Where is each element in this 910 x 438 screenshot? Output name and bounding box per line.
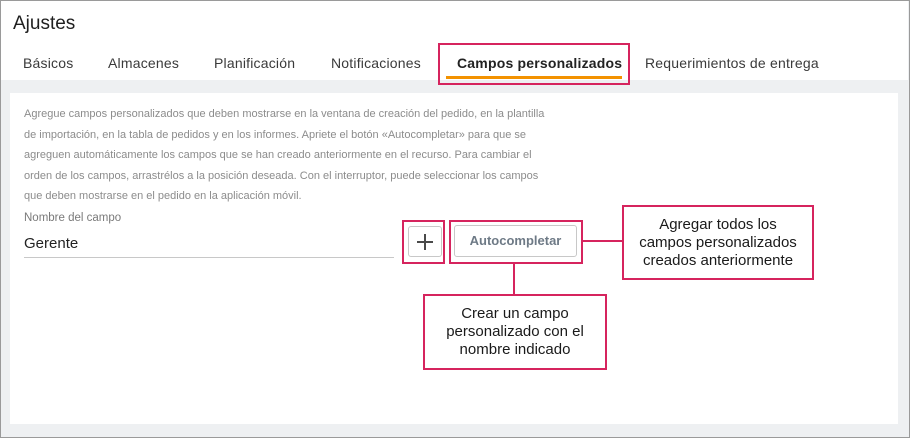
tab-campos-personalizados[interactable]: Campos personalizados (457, 55, 623, 71)
callout-line: campos personalizados (639, 233, 797, 251)
active-tab-indicator (446, 76, 622, 79)
tab-notificaciones[interactable]: Notificaciones (331, 55, 421, 71)
tab-planificacion[interactable]: Planificación (214, 55, 296, 71)
callout-line: creados anteriormente (642, 251, 794, 269)
description-line: orden de los campos, arrastrélos a la posición deseada. Con el interruptor, puede seleccionar los campos (24, 169, 539, 182)
autocomplete-callout (622, 205, 814, 280)
description-line: que deben mostrarse en el pedido en la aplicación móvil. (24, 190, 302, 202)
connector-line (513, 264, 515, 295)
add-field-button[interactable] (408, 226, 442, 257)
callout-line: Agregar todos los (659, 215, 777, 233)
description-line: agreguen automáticamente los campos que se han creado anteriormente en el recurso. Para cambiar el (24, 149, 532, 161)
tab-almacenes[interactable]: Almacenes (108, 55, 180, 71)
add-field-callout (423, 294, 607, 370)
description-line: de importación, en la tabla de pedidos y en los informes. Apriete el botón «Autocompletar» para que se (24, 128, 527, 141)
tab-basicos[interactable]: Básicos (23, 55, 74, 71)
connector-line (583, 240, 623, 242)
callout-line: Crear un campo (461, 305, 569, 322)
callout-line: personalizado con el (446, 323, 584, 340)
page-title: Ajustes (13, 13, 76, 34)
header (1, 1, 908, 80)
panel-description (24, 104, 579, 207)
field-name-label: Nombre del campo (24, 212, 122, 224)
tab-requerimientos-de-entrega[interactable]: Requerimientos de entrega (645, 55, 819, 71)
tab-bar (1, 45, 908, 80)
field-name-input[interactable] (24, 230, 394, 258)
callout-line: nombre indicado (459, 341, 571, 358)
plus-icon (416, 233, 434, 251)
description-line: Agregue campos personalizados que deben mostrarse en la ventana de creación del pedido, en la plantilla (24, 108, 545, 120)
autocomplete-button[interactable]: Autocompletar (454, 225, 577, 257)
